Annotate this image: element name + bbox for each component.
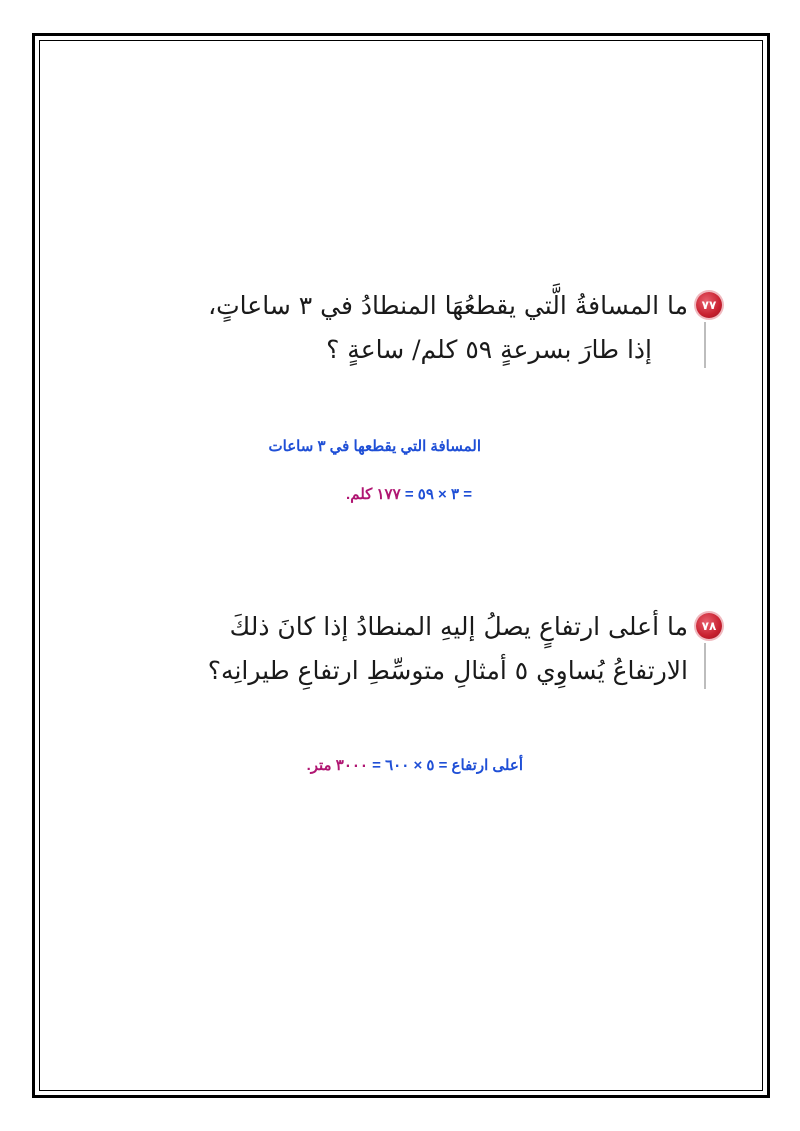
answer-77-equation	[346, 485, 472, 503]
question-text-line: ما أعلى ارتفاعٍ يصلُ إليهِ المنطادُ إذا كانَ ذلكَ	[229, 612, 688, 641]
page-border-inner	[39, 40, 763, 1091]
answer-78-result: ٣٠٠٠ متر.	[306, 757, 368, 774]
question-text-line: ما المسافةُ الَّتي يقطعُهَا المنطادُ في ٣ ساعاتٍ،	[208, 291, 688, 320]
question-number-badge: ٧٨	[696, 613, 722, 639]
question-77	[168, 284, 717, 372]
question-side-bar	[704, 643, 706, 689]
question-side-bar	[704, 322, 706, 368]
question-text-line: إذا طارَ بسرعةٍ ٥٩ كلم/ ساعةٍ ؟	[326, 335, 652, 364]
question-number-badge: ٧٧	[696, 292, 722, 318]
answer-78-equation	[307, 756, 523, 774]
answer-77-result: ١٧٧ كلم.	[346, 486, 401, 503]
answer-77-label: المسافة التي يقطعها في ٣ ساعات	[268, 438, 481, 455]
answer-77-expression: = ٣ × ٥٩ =	[400, 486, 472, 503]
question-78	[168, 605, 717, 693]
question-text-line: الارتفاعُ يُساوِي ٥ أمثالِ متوسِّطِ ارتفاعِ طيرانِه؟	[207, 656, 688, 685]
answer-78-expression: أعلى ارتفاع = ٥ × ٦٠٠ =	[368, 757, 523, 774]
